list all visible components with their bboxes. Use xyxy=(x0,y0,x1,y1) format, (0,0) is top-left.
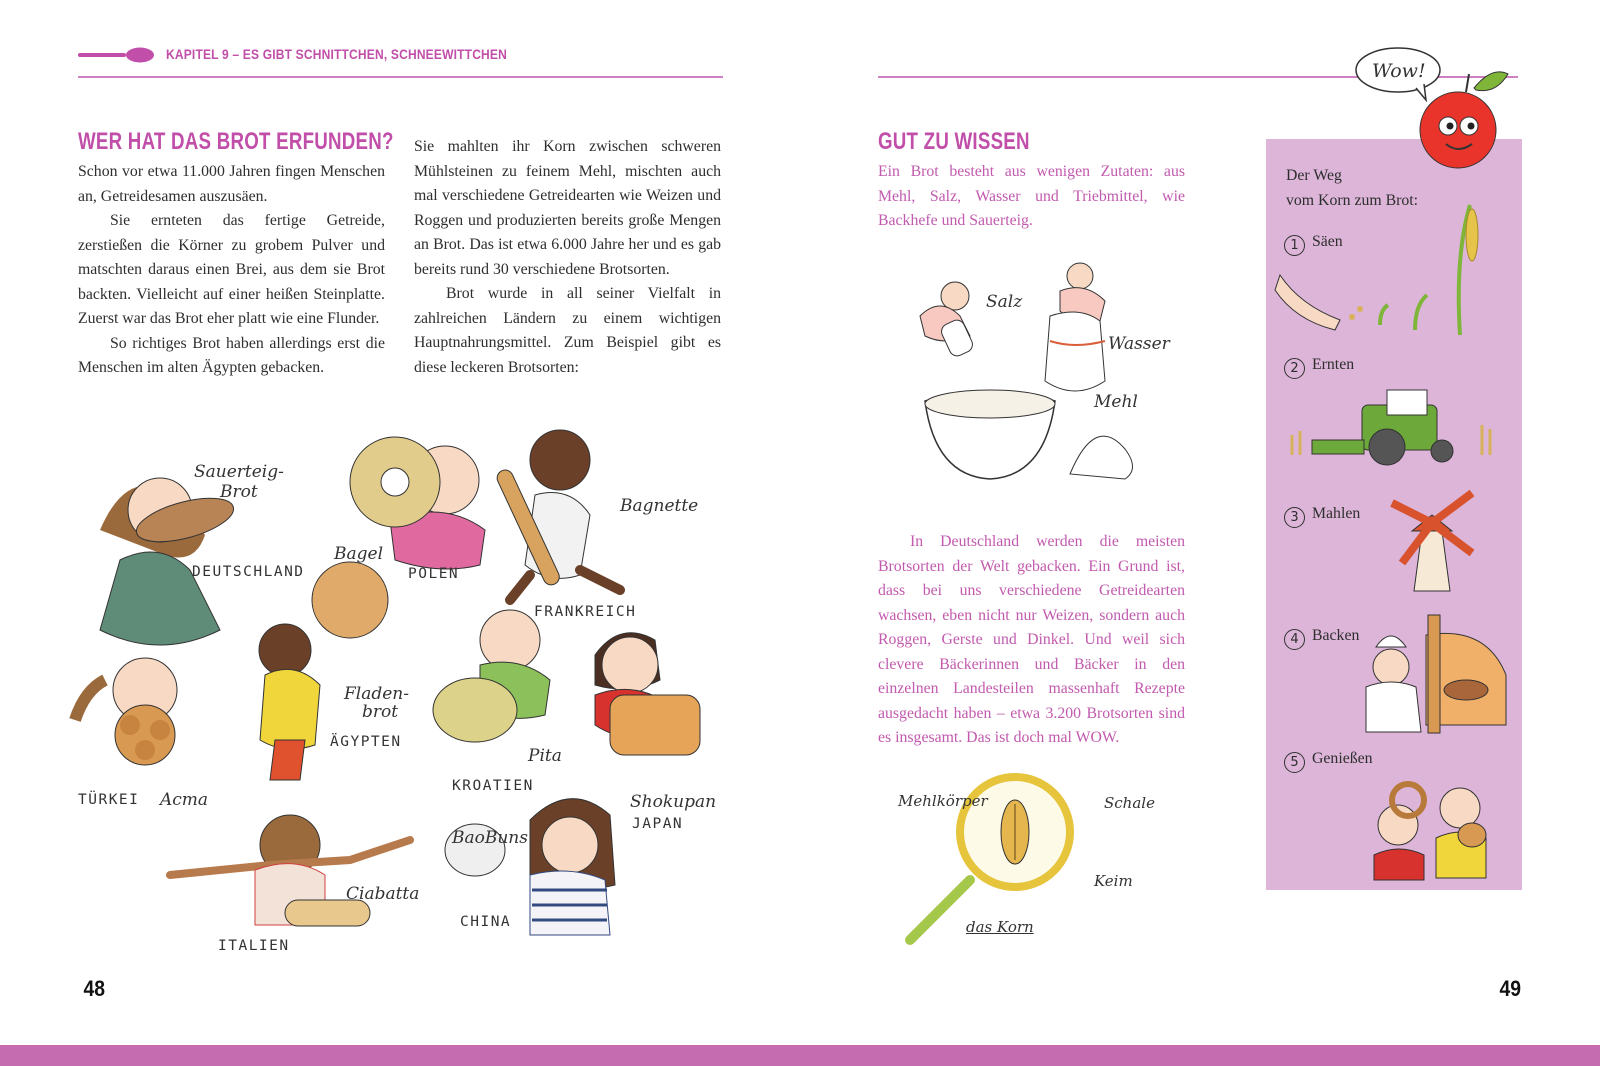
label-fladen-1: Fladen- xyxy=(344,684,410,704)
angel-water xyxy=(1045,263,1105,391)
angel-salt xyxy=(920,282,975,358)
tractor-illustration xyxy=(1292,385,1502,470)
paragraph: Sie ernteten das fertige Getreide, zerstießen die Körner zu grobem Pulver und matschten daraus einen Brei, aus dem sie Brot backten. Vielleicht auf einer heißen Steinplatte. Zuerst war das Brot eher platt wie eine Flunder. xyxy=(78,212,385,327)
header-rule-left xyxy=(78,76,723,78)
label-mehlkoerper: Mehlkörper xyxy=(898,792,988,810)
intro-text: Ein Brot besteht aus wenigen Zutaten: aus Mehl, Salz, Wasser und Triebmittel, wie Backhefe und Sauerteig. xyxy=(878,163,1185,229)
step-number: 5 xyxy=(1284,752,1305,773)
label-mehl: Mehl xyxy=(1094,392,1138,412)
label-brot: Brot xyxy=(220,482,258,502)
label-shokupan: Shokupan xyxy=(630,792,717,812)
label-wasser: Wasser xyxy=(1108,334,1170,354)
step-number: 1 xyxy=(1284,235,1305,256)
label-china: CHINA xyxy=(460,914,512,930)
label-salz: Salz xyxy=(986,292,1023,312)
turkey-kid xyxy=(75,658,177,765)
paragraph: In Deutschland werden die meisten Brotsorten der Welt gebacken. Ein Grund ist, dass bei uns verschiedene Getreidearten wachsen, eben nicht nur Weizen, sondern auch Roggen, Gerste und Dinkel. Und weil sich clevere Bäckerinnen und Bäcker in den einzelnen Landesteilen massenhaft Rezepte ausgedacht haben – etwa 3.200 Brotsorten sind es insgesamt. Das ist doch mal WOW. xyxy=(878,533,1185,746)
step-label: Mahlen xyxy=(1312,505,1361,522)
label-fladen-2: brot xyxy=(362,702,399,722)
label-das-korn: das Korn xyxy=(966,918,1034,936)
label-sauerteig: Sauerteig- xyxy=(194,462,284,482)
step-label: Backen xyxy=(1312,627,1360,644)
bottom-accent-bar xyxy=(0,1045,1600,1066)
germany-kid xyxy=(100,478,238,645)
paragraph: Sie mahlten ihr Korn zwischen schweren Mühlsteinen zu feinem Mehl, mischten auch mal verschiedene Getreidearten wie Weizen und Roggen und produzierten bereits große Mengen an Brot. Das ist etwa 6.000 Jahre her und es gab bereits rund 30 verschiedene Brotsorten. xyxy=(414,138,721,278)
right-heading: GUT ZU WISSEN xyxy=(878,128,1030,155)
step-label: Ernten xyxy=(1312,356,1355,373)
wow-text: Wow! xyxy=(1372,60,1426,82)
step-label: Säen xyxy=(1312,233,1343,250)
label-baobuns: BaoBuns xyxy=(452,828,528,848)
sidebar-title-line-1: Der Weg xyxy=(1286,167,1342,184)
label-acma: Acma xyxy=(160,790,209,810)
label-tuerkei: TÜRKEI xyxy=(78,792,140,808)
label-deutschland: DEUTSCHLAND xyxy=(192,564,305,580)
left-heading: WER HAT DAS BROT ERFUNDEN? xyxy=(78,128,394,155)
label-keim: Keim xyxy=(1094,872,1133,890)
left-column-2 xyxy=(414,135,721,380)
japan-kid xyxy=(595,633,700,755)
chapter-header: KAPITEL 9 – ES GIBT SCHNITTCHEN, SCHNEEWITTCHEN xyxy=(166,46,508,62)
step-4 xyxy=(1284,627,1359,650)
paragraph: Schon vor etwa 11.000 Jahren fingen Menschen an, Getreidesamen auszusäen. xyxy=(78,163,385,205)
mixing-bowl xyxy=(925,390,1055,479)
label-japan: JAPAN xyxy=(632,816,684,832)
label-aegypten: ÄGYPTEN xyxy=(330,734,402,750)
label-baguette: Bagnette xyxy=(620,496,699,516)
step-number: 4 xyxy=(1284,629,1305,650)
paragraph: Brot wurde in all seiner Vielfalt in zahlreichen Ländern zu einem wichtigen Hauptnahrungsmittel. Zum Beispiel gibt es diese leckeren Brotsorten: xyxy=(414,285,721,376)
italy-kid xyxy=(170,815,410,926)
left-column-1 xyxy=(78,160,385,381)
step-5 xyxy=(1284,750,1373,773)
label-kroatien: KROATIEN xyxy=(452,778,534,794)
label-ciabatta: Ciabatta xyxy=(346,884,420,904)
baker-oven-illustration xyxy=(1356,615,1506,740)
sowing-illustration xyxy=(1280,205,1510,375)
flour-pile xyxy=(1070,436,1133,479)
step-label: Genießen xyxy=(1312,750,1373,767)
paragraph: So richtiges Brot haben allerdings erst die Menschen im alten Ägypten gebacken. xyxy=(78,334,385,376)
label-polen: POLEN xyxy=(408,566,460,582)
sidebar-title-line-2: vom Korn zum Brot: xyxy=(1286,191,1419,209)
page-number-left: 48 xyxy=(83,976,106,1001)
spoon-icon xyxy=(78,47,154,63)
apple-mascot-icon xyxy=(1414,66,1504,170)
windmill-icon xyxy=(1384,485,1480,595)
croatia-kid xyxy=(433,610,550,742)
step-3 xyxy=(1284,505,1360,528)
step-number: 3 xyxy=(1284,507,1305,528)
enjoying-kids-illustration xyxy=(1360,780,1510,880)
label-schale: Schale xyxy=(1104,794,1155,812)
label-frankreich: FRANKREICH xyxy=(534,604,637,620)
step-number: 2 xyxy=(1284,358,1305,379)
main-paragraph xyxy=(878,530,1185,751)
label-italien: ITALIEN xyxy=(218,938,290,954)
label-pita: Pita xyxy=(528,746,562,766)
label-bagel: Bagel xyxy=(334,544,384,564)
france-kid xyxy=(495,430,620,600)
ingredients-illustration xyxy=(900,256,1160,496)
page-number-right: 49 xyxy=(1499,976,1522,1001)
